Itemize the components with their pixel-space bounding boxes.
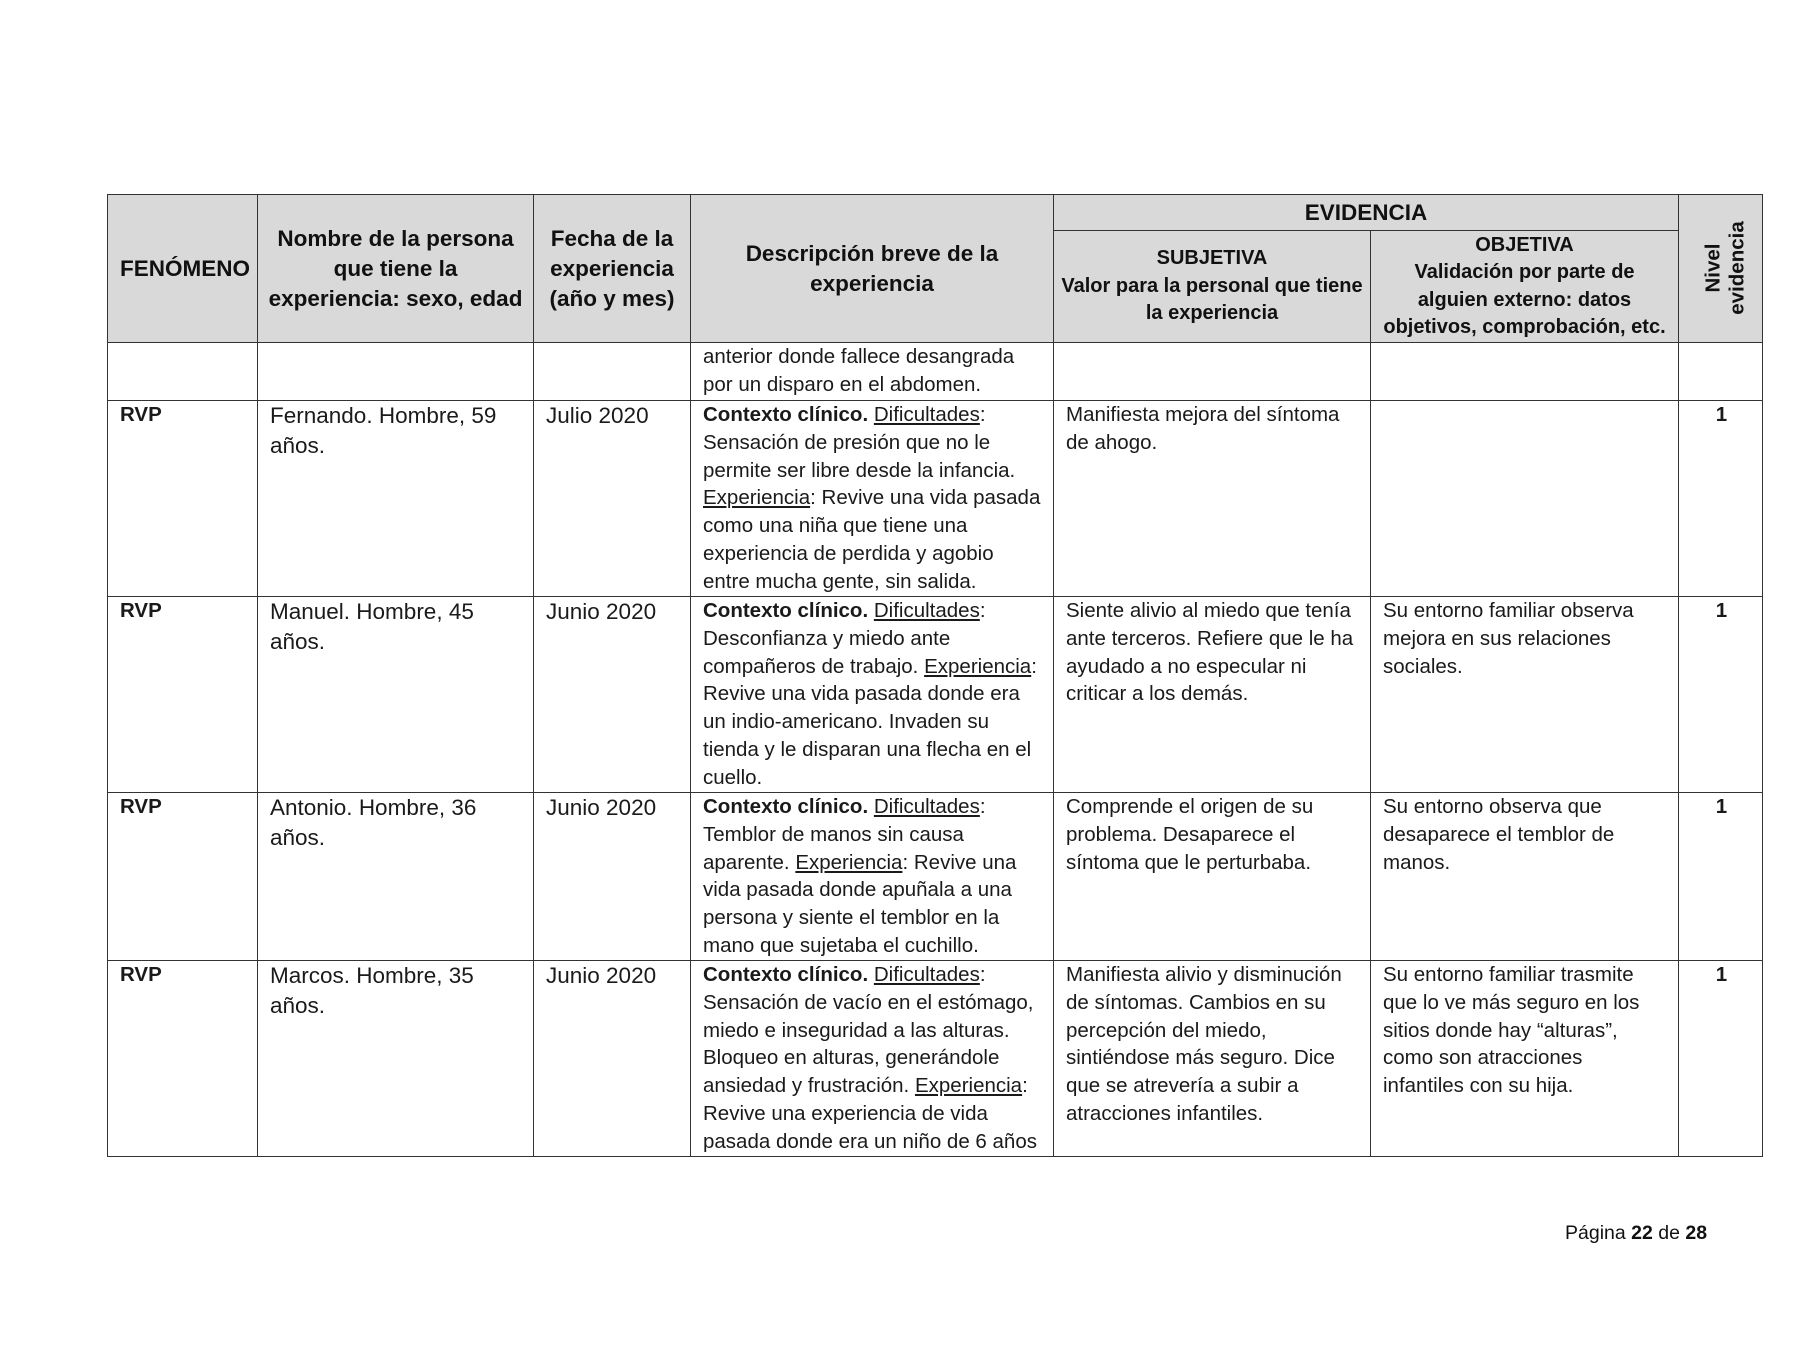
- header-subjetiva-title: SUBJETIVA: [1156, 247, 1268, 270]
- cell-nombre: Antonio. Hombre, 36 años.: [258, 793, 534, 961]
- header-nivel-line1: Nivel: [1701, 243, 1725, 293]
- difficulties-text: Desconfianza y miedo ante compañeros de trabajo.: [703, 626, 951, 678]
- cell-empty: [108, 343, 258, 401]
- header-descripcion: Descripción breve de la experiencia: [691, 195, 1054, 343]
- difficulties-label: Dificultades: [873, 599, 980, 622]
- cell-fenomeno: RVP: [108, 961, 258, 1157]
- cell-descripcion: Contexto clínico. Dificultades: Sensación de vacío en el estómago, miedo e inseguridad a las alturas. Bloqueo en alturas, generándole ansiedad y frustración. Experiencia: Revive una experiencia de vida pasada donde era un niño de 6 años: [691, 961, 1054, 1157]
- header-objetiva-title: OBJETIVA: [1475, 233, 1574, 256]
- header-nivel-line2: evidencia: [1725, 220, 1749, 315]
- cell-descripcion: Contexto clínico. Dificultades: Desconfianza y miedo ante compañeros de trabajo. Experiencia: Revive una vida pasada donde era un indio-americano. Invaden su tienda y le disparan una flecha en el cuello.: [691, 597, 1054, 793]
- page-label: Página: [1565, 1222, 1626, 1244]
- difficulties-label: Dificultades: [873, 795, 980, 818]
- page-total: 28: [1685, 1222, 1708, 1244]
- experience-label: Experiencia: [795, 850, 903, 874]
- cell-nombre: Marcos. Hombre, 35 años.: [258, 961, 534, 1157]
- experience-text: Revive una vida pasada como una niña que tiene una experiencia de perdida y agobio entre mucha gente, sin salida.: [703, 486, 1041, 593]
- cell-nivel: 1: [1679, 961, 1763, 1157]
- cell-nivel: 1: [1679, 793, 1763, 961]
- cell-subjetiva: Manifiesta mejora del síntoma de ahogo.: [1054, 401, 1371, 597]
- header-objetiva-desc: Validación por parte de alguien externo: datos objetivos, comprobación, etc.: [1383, 261, 1666, 338]
- experiences-table: [107, 194, 1763, 1157]
- cell-fecha: Junio 2020: [534, 597, 691, 793]
- table-row: [108, 793, 1763, 961]
- cell-subjetiva: Siente alivio al miedo que tenía ante terceros. Refiere que le ha ayudado a no especular ni criticar a los demás.: [1054, 597, 1371, 793]
- cell-nombre: Manuel. Hombre, 45 años.: [258, 597, 534, 793]
- cell-empty: [1054, 343, 1371, 401]
- cell-fenomeno: RVP: [108, 793, 258, 961]
- header-nivel: [1679, 195, 1763, 343]
- difficulties-label: Dificultades: [873, 403, 980, 426]
- header-subjetiva: [1054, 231, 1371, 343]
- cell-descripcion: Contexto clínico. Dificultades: Temblor de manos sin causa aparente. Experiencia: Revive una vida pasada donde apuñala a una persona y siente el temblor en la mano que sujetaba el cuchillo.: [691, 793, 1054, 961]
- experience-text: Revive una vida pasada donde apuñala a una persona y siente el temblor en la mano que sujetaba el cuchillo.: [703, 850, 1017, 957]
- header-evidencia: EVIDENCIA: [1054, 195, 1679, 231]
- page-of: de: [1658, 1222, 1680, 1244]
- cell-fecha: Julio 2020: [534, 401, 691, 597]
- header-fecha: Fecha de la experiencia (año y mes): [534, 195, 691, 343]
- table-row: [108, 961, 1763, 1157]
- header-fenomeno: FENÓMENO: [108, 195, 258, 343]
- header-subjetiva-desc: Valor para la personal que tiene la experiencia: [1061, 274, 1363, 325]
- cell-descripcion: Contexto clínico. Dificultades: Sensación de presión que no le permite ser libre desde la infancia. Experiencia: Revive una vida pasada como una niña que tiene una experiencia de perdida y agobio entre mucha gente, sin salida.: [691, 401, 1054, 597]
- context-label: Contexto clínico.: [703, 599, 869, 622]
- experience-text: Revive una experiencia de vida pasada donde era un niño de 6 años: [703, 1101, 1037, 1153]
- table-row-continuation: [108, 343, 1763, 401]
- cell-subjetiva: Comprende el origen de su problema. Desaparece el síntoma que le perturbaba.: [1054, 793, 1371, 961]
- header-objetiva: [1371, 231, 1679, 343]
- experience-text: Revive una vida pasada donde era un indio-americano. Invaden su tienda y le disparan una flecha en el cuello.: [703, 682, 1032, 789]
- cell-empty: [258, 343, 534, 401]
- table-row: [108, 597, 1763, 793]
- cell-empty: [534, 343, 691, 401]
- cell-objetiva: Su entorno familiar trasmite que lo ve más seguro en los sitios donde hay “alturas”, como son atracciones infantiles con su hija.: [1371, 961, 1679, 1157]
- difficulties-label: Dificultades: [873, 963, 980, 986]
- cell-fenomeno: RVP: [108, 597, 258, 793]
- continuation-description: anterior donde fallece desangrada por un disparo en el abdomen.: [691, 343, 1054, 401]
- context-label: Contexto clínico.: [703, 403, 869, 426]
- cell-objetiva: [1371, 401, 1679, 597]
- cell-objetiva: Su entorno familiar observa mejora en sus relaciones sociales.: [1371, 597, 1679, 793]
- difficulties-text: Temblor de manos sin causa aparente.: [703, 822, 964, 874]
- cell-objetiva: Su entorno observa que desaparece el temblor de manos.: [1371, 793, 1679, 961]
- context-label: Contexto clínico.: [703, 795, 869, 818]
- page-current: 22: [1631, 1222, 1653, 1244]
- cell-subjetiva: Manifiesta alivio y disminución de síntomas. Cambios en su percepción del miedo, sintiéndose más seguro. Dice que se atrevería a subir a atracciones infantiles.: [1054, 961, 1371, 1157]
- cell-fecha: Junio 2020: [534, 793, 691, 961]
- experience-label: Experiencia: [924, 654, 1032, 678]
- experience-label: Experiencia: [914, 1074, 1023, 1098]
- cell-fenomeno: RVP: [108, 401, 258, 597]
- cell-nombre: Fernando. Hombre, 59 años.: [258, 401, 534, 597]
- cell-nivel: 1: [1679, 597, 1763, 793]
- context-label: Contexto clínico.: [703, 963, 869, 986]
- header-nombre: Nombre de la persona que tiene la experiencia: sexo, edad: [258, 195, 534, 343]
- page-number: [1565, 1222, 1707, 1245]
- cell-empty: [1679, 343, 1763, 401]
- experience-label: Experiencia: [703, 486, 811, 510]
- cell-fecha: Junio 2020: [534, 961, 691, 1157]
- cell-nivel: 1: [1679, 401, 1763, 597]
- cell-empty: [1371, 343, 1679, 401]
- table-row: [108, 401, 1763, 597]
- difficulties-text: Sensación de vacío en el estómago, miedo e inseguridad a las alturas. Bloqueo en alturas, generándole ansiedad y frustración.: [703, 990, 1034, 1098]
- difficulties-text: Sensación de presión que no le permite ser libre desde la infancia.: [703, 430, 1016, 482]
